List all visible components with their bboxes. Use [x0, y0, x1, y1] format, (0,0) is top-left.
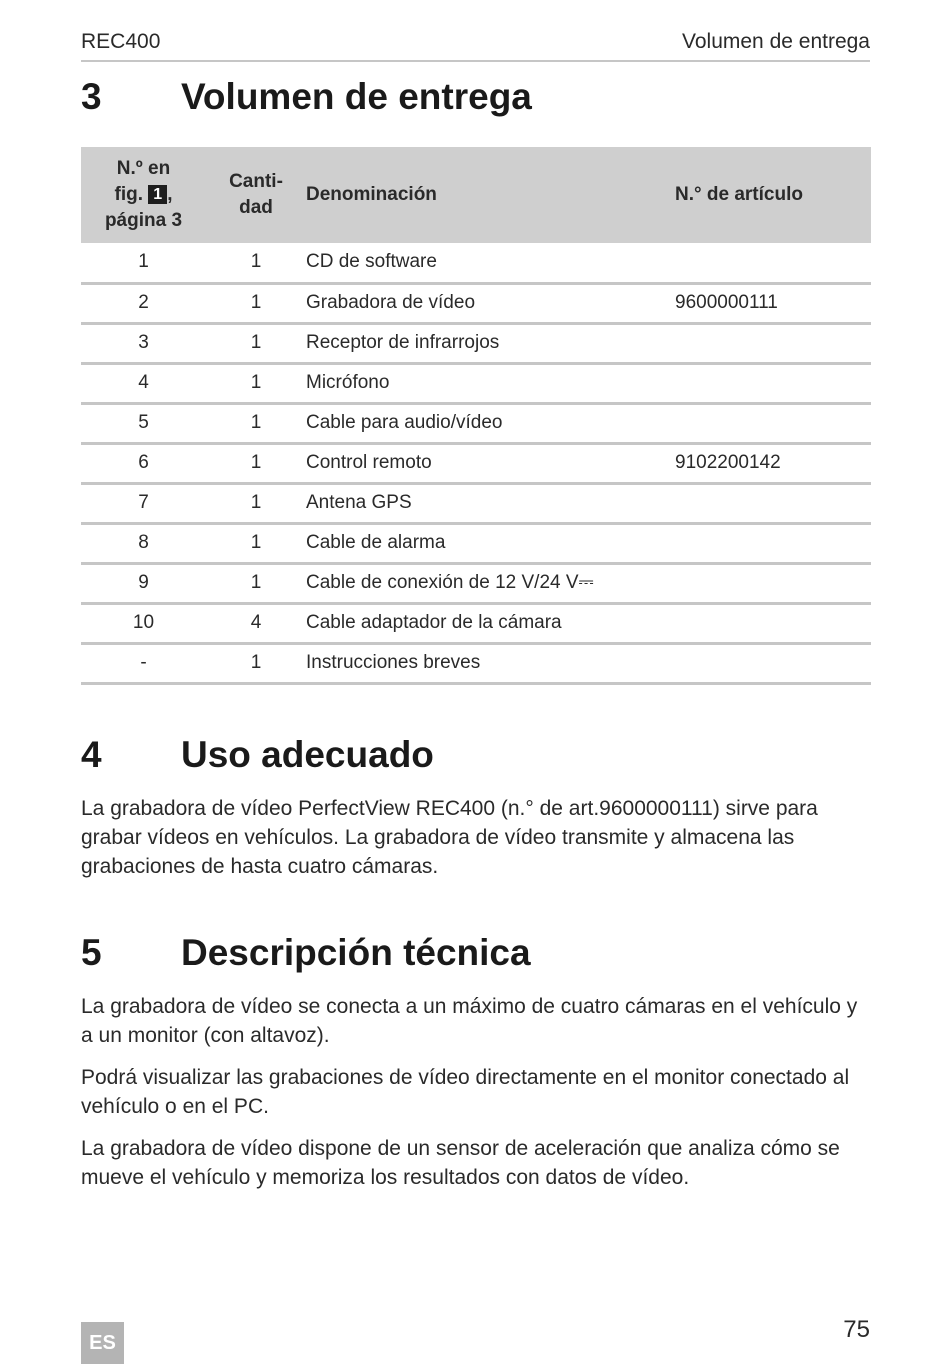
cell-article-number [675, 323, 871, 363]
cell-fig-number: 10 [132, 612, 155, 633]
section-number: 4 [81, 734, 102, 775]
header-fig-number: N.º en fig. 1 , página 3 [104, 158, 183, 231]
cell-quantity: 1 [250, 332, 262, 353]
cell-quantity: 1 [250, 492, 262, 513]
delivery-table [81, 147, 871, 685]
cell-article-number: 9600000111 [675, 292, 778, 313]
cell-name: CD de software [306, 251, 437, 273]
cell-fig-number: 4 [138, 372, 149, 393]
cell-name: Cable de alarma [306, 532, 446, 553]
table-row [81, 643, 871, 683]
cell-fig-number: 8 [138, 532, 149, 553]
table-row [81, 283, 871, 323]
language-badge: ES [81, 1322, 124, 1364]
cell-quantity: 1 [250, 292, 262, 313]
cell-article-number: 9102200142 [675, 452, 781, 473]
cell-article-number [675, 603, 871, 643]
cell-article-number [675, 643, 871, 683]
cell-name: Control remoto [306, 452, 432, 473]
header-model: REC400 [81, 30, 161, 53]
cell-article-number [675, 483, 871, 523]
cell-quantity: 1 [250, 452, 262, 473]
table-row [81, 563, 871, 603]
cell-name: Micrófono [306, 372, 390, 393]
cell-name: Cable para audio/vídeo [306, 412, 503, 433]
table-header-row [81, 147, 871, 243]
section-heading-delivery [81, 76, 870, 118]
header-article-number: N.° de artículo [675, 184, 803, 205]
cell-quantity: 1 [250, 652, 262, 673]
header-name: Denominación [306, 184, 437, 205]
header-section: Volumen de entrega [682, 30, 870, 53]
section-number: 5 [81, 932, 102, 973]
section-heading-technical-description [81, 932, 870, 974]
cell-name: Receptor de infrarrojos [306, 332, 500, 353]
technical-paragraph: La grabadora de vídeo se conecta a un máximo de cuatro cámaras en el vehículo y a un monitor (con altavoz). [81, 995, 858, 1047]
table-row [81, 483, 871, 523]
section-title: Uso adecuado [181, 734, 434, 775]
figure-reference-box: 1 [148, 185, 167, 204]
table-row [81, 403, 871, 443]
cell-article-number [675, 363, 871, 403]
table-row [81, 443, 871, 483]
cell-fig-number: 1 [138, 251, 149, 273]
header-quantity: Canti- dad [229, 171, 283, 218]
intended-use-paragraph: La grabadora de vídeo PerfectView REC400 (n.° de art.9600000111) sirve para grabar vídeos en vehículos. La grabadora de vídeo transmite y almacena las grabaciones de hasta cuatro cámaras. [81, 797, 818, 878]
cell-name: Grabadora de vídeo [306, 292, 476, 313]
cell-article-number [675, 563, 871, 603]
cell-fig-number: 5 [138, 412, 149, 433]
cell-article-number [675, 523, 871, 563]
cell-fig-number: 9 [138, 572, 149, 593]
table-row [81, 523, 871, 563]
table-row [81, 603, 871, 643]
cell-article-number [675, 243, 871, 283]
table-row [81, 323, 871, 363]
cell-quantity: 1 [250, 251, 262, 273]
technical-paragraph: Podrá visualizar las grabaciones de vídeo directamente en el monitor conectado al vehículo o en el PC. [81, 1066, 850, 1118]
cell-quantity: 1 [250, 572, 262, 593]
cell-quantity: 4 [250, 612, 262, 633]
table-row [81, 363, 871, 403]
section-title: Volumen de entrega [181, 76, 532, 117]
page-number: 75 [843, 1316, 870, 1343]
cell-name: Antena GPS [306, 492, 412, 513]
section-title: Descripción técnica [181, 932, 531, 973]
cell-quantity: 1 [250, 412, 262, 433]
running-header [81, 30, 870, 62]
cell-article-number [675, 403, 871, 443]
cell-name: Instrucciones breves [306, 652, 481, 673]
cell-fig-number: 6 [138, 452, 149, 473]
cell-fig-number: 3 [138, 332, 149, 353]
cell-quantity: 1 [250, 372, 262, 393]
cell-fig-number: 7 [138, 492, 149, 513]
cell-fig-number: 2 [138, 292, 149, 313]
table-row [81, 243, 871, 283]
section-number: 3 [81, 76, 102, 117]
cell-name: Cable adaptador de la cámara [306, 612, 562, 633]
cell-name: Cable de conexión de 12 V/24 V⎓ [306, 572, 594, 593]
cell-fig-number: - [140, 652, 147, 673]
technical-paragraph: La grabadora de vídeo dispone de un sensor de aceleración que analiza cómo se mueve el vehículo y memoriza los resultados con datos de vídeo. [81, 1137, 840, 1189]
cell-quantity: 1 [250, 532, 262, 553]
section-heading-intended-use [81, 734, 870, 776]
